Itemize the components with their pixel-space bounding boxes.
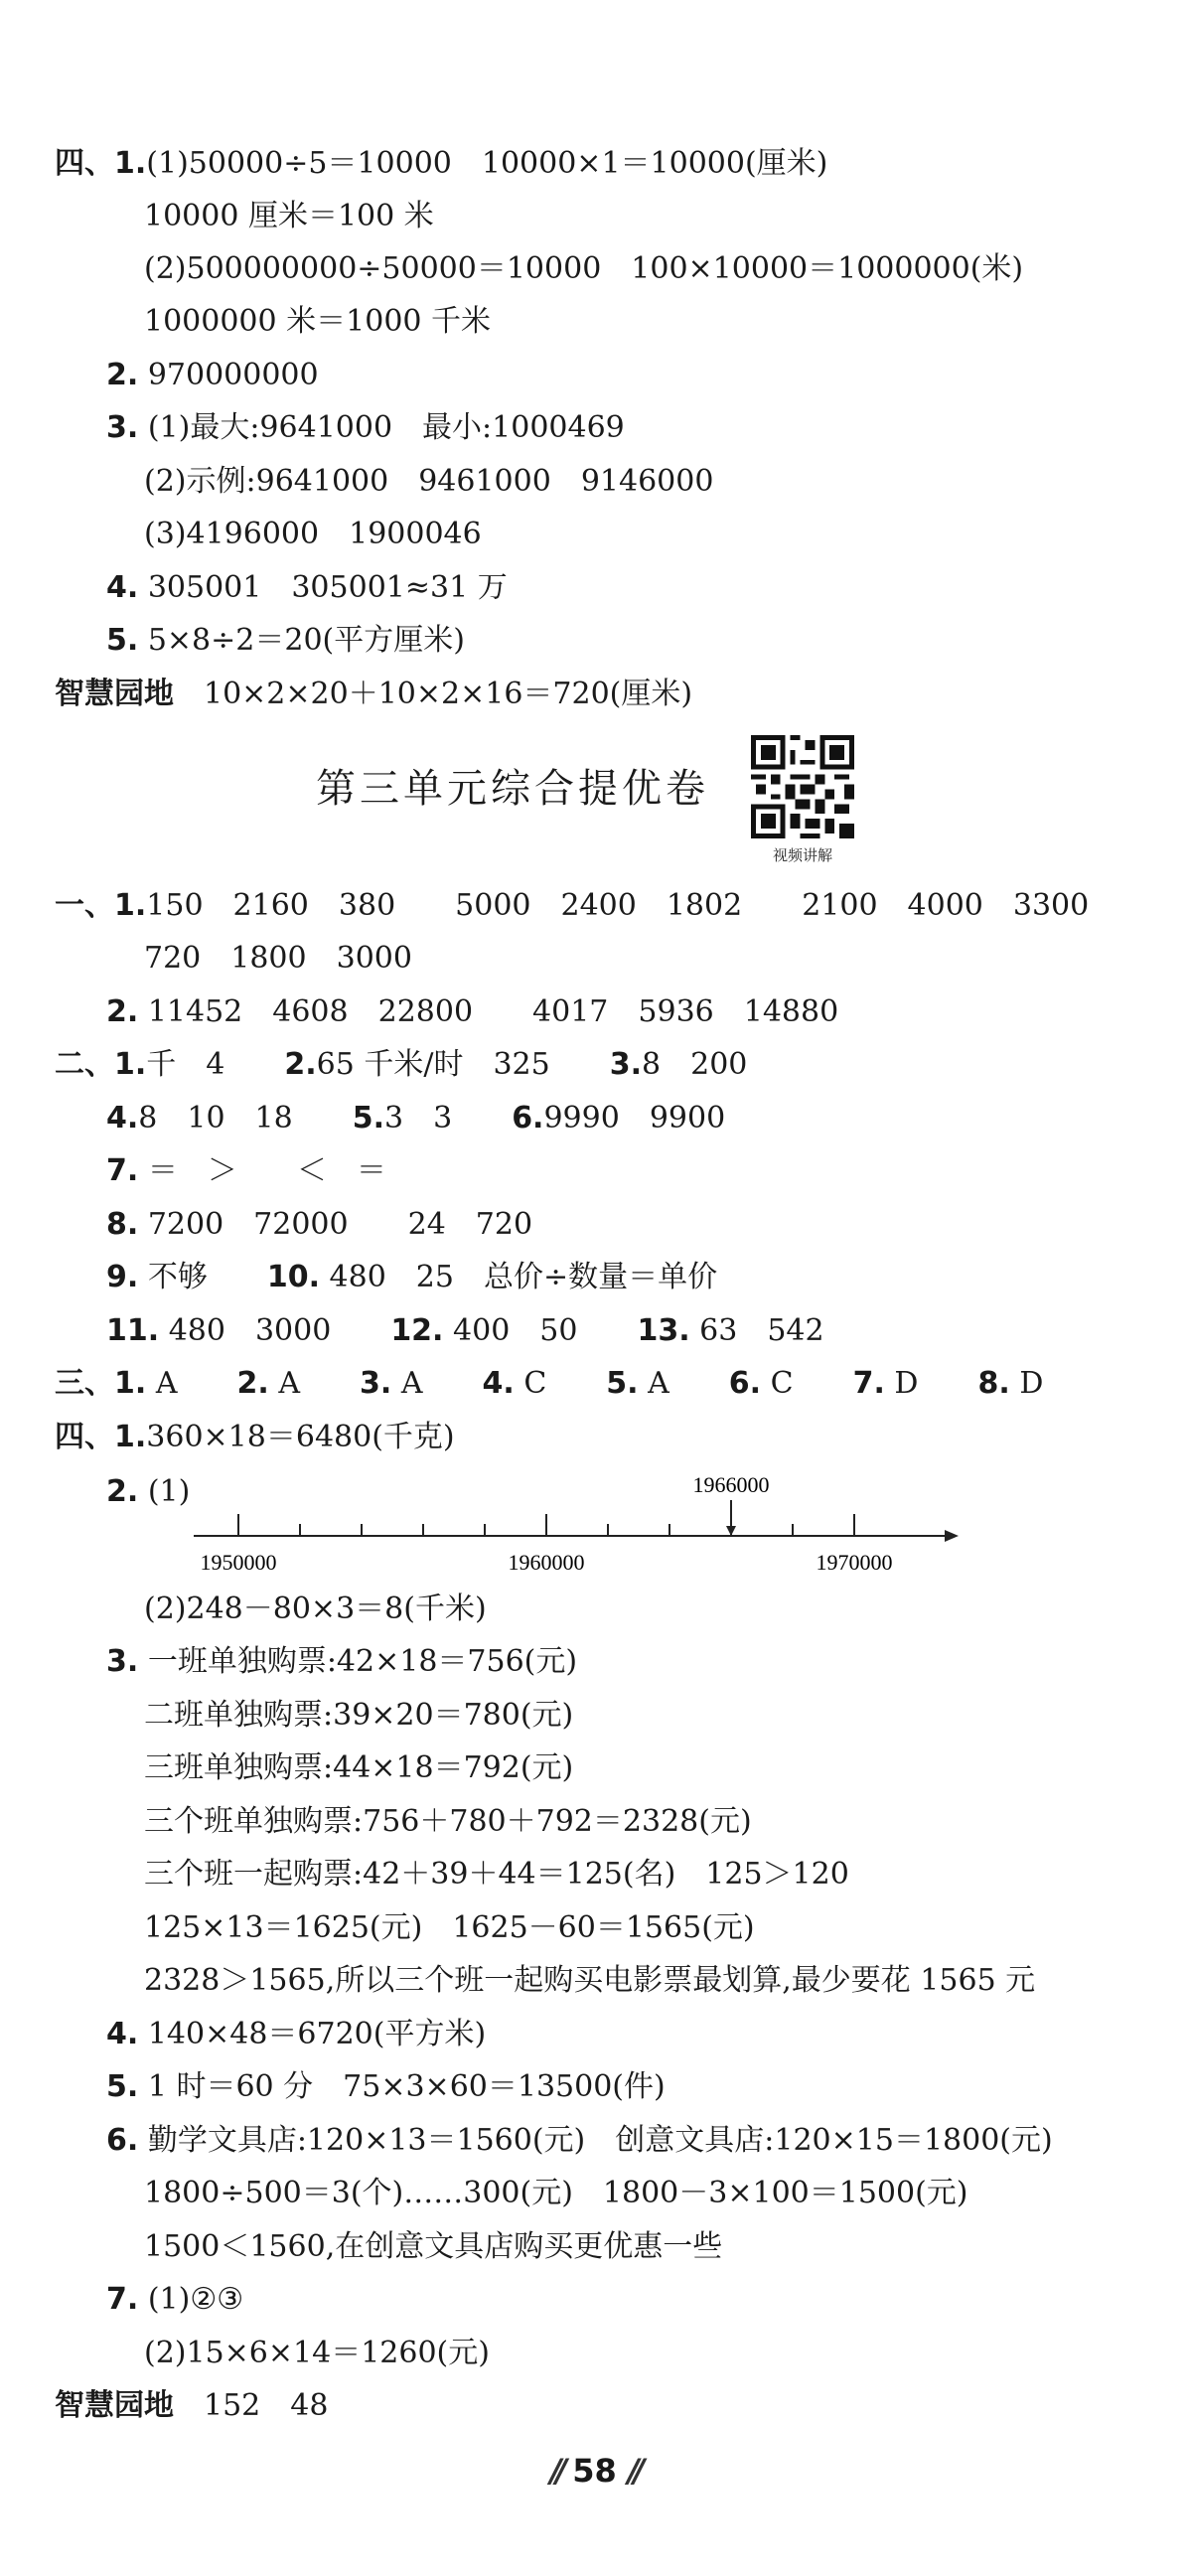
item-label: 4. (106, 1101, 139, 1136)
line (144, 302, 491, 342)
number-line-arrow (945, 1530, 959, 1542)
item-label: 2. (236, 1366, 269, 1401)
item-text: (1)②③ (147, 2282, 244, 2317)
line (55, 144, 827, 184)
item-text: 不够 (147, 1260, 267, 1294)
item-text: (2)示例:9641000 9461000 9146000 (144, 464, 714, 499)
item-text: 10×2×20＋10×2×16＝720(厘米) (204, 677, 693, 711)
item-label: 11. (106, 1313, 160, 1348)
item-label: 4. (482, 1366, 515, 1401)
line (144, 1696, 573, 1736)
item-label: 7. (106, 2282, 139, 2317)
item-text: C (770, 1366, 853, 1401)
item-label: 13. (637, 1313, 690, 1348)
item-label: 3. (360, 1366, 392, 1401)
line (106, 1151, 386, 1191)
item-label: 6. (106, 2123, 139, 2158)
item-text: 三个班单独购票:756＋780＋792＝2328(元) (144, 1804, 752, 1839)
line (144, 515, 482, 554)
item-label: 2. (284, 1047, 317, 1082)
line (144, 1590, 487, 1629)
item-text: A (155, 1366, 237, 1401)
item-text: 480 3000 (168, 1313, 391, 1348)
number-line-end-label: 1970000 (816, 1550, 893, 1575)
item-text: 480 25 总价÷数量＝单价 (329, 1260, 718, 1294)
item-label: 四、1. (55, 146, 147, 181)
number-line-start-label: 1950000 (200, 1550, 277, 1575)
item-text: 5×8÷2＝20(平方厘米) (147, 623, 465, 658)
line (106, 1311, 824, 1351)
item-text: (1)最大:9641000 最小:1000469 (147, 410, 625, 445)
line (144, 2174, 968, 2213)
item-text: 125×13＝1625(元) 1625－60＝1565(元) (144, 1910, 755, 1945)
item-label: 6. (512, 1101, 544, 1136)
item-label: 3. (609, 1047, 643, 1082)
item-text: 3 3 (384, 1101, 513, 1136)
item-label: 2. (106, 1474, 139, 1509)
line (144, 249, 1023, 289)
item-text: (3)4196000 1900046 (144, 517, 482, 551)
line (144, 1961, 1035, 2001)
line (106, 2121, 1053, 2161)
qr-caption: 视频讲解 (772, 846, 832, 864)
line (55, 1364, 1043, 1404)
item-text: 1 时＝60 分 75×3×60＝13500(件) (147, 2069, 666, 2104)
line (106, 1642, 577, 1682)
item-text: 720 1800 3000 (144, 941, 412, 976)
line (144, 2334, 490, 2373)
line (106, 1258, 717, 1297)
line (106, 1205, 532, 1245)
item-text: 三个班一起购票:42＋39＋44＝125(名) 125＞120 (144, 1857, 849, 1892)
line (144, 939, 412, 979)
line (106, 621, 465, 661)
item-label: 6. (728, 1366, 762, 1401)
item-label: 智慧园地 (55, 2388, 174, 2423)
item-text: 152 48 (204, 2388, 329, 2423)
item-text: (1)50000÷5＝10000 10000×1＝10000(厘米) (146, 146, 828, 181)
line (106, 568, 508, 608)
line (144, 197, 434, 236)
item-text: A (278, 1366, 360, 1401)
item-text: D (894, 1366, 978, 1401)
item-label: 12. (390, 1313, 444, 1348)
line (106, 2067, 666, 2107)
item-text: 二班单独购票:39×20＝780(元) (144, 1698, 574, 1733)
line (106, 992, 838, 1032)
item-label: 8. (106, 1207, 139, 1242)
decor-slashes-left: // (549, 2452, 562, 2490)
line (106, 2280, 243, 2320)
item-text: 三班单独购票:44×18＝792(元) (144, 1750, 574, 1785)
item-text: A (400, 1366, 483, 1401)
item-text: 360×18＝6480(千克) (146, 1420, 455, 1454)
item-label: 7. (106, 1153, 139, 1188)
item-text: 65 千米/时 325 (316, 1047, 610, 1082)
item-text: (2)248－80×3＝8(千米) (144, 1591, 487, 1626)
item-text: 150 2160 380 5000 2400 1802 2100 4000 3300 (146, 888, 1090, 923)
line (55, 2386, 328, 2426)
line (106, 1099, 725, 1138)
item-text: (2)500000000÷50000＝10000 100×10000＝1000000(米) (144, 251, 1024, 286)
item-text: 一班单独购票:42×18＝756(元) (147, 1644, 578, 1679)
decor-slashes-right: // (627, 2452, 640, 2490)
item-label: 9. (106, 1260, 139, 1294)
item-text: 400 50 (453, 1313, 638, 1348)
item-text: 勤学文具店:120×13＝1560(元) 创意文具店:120×15＝1800(元) (147, 2123, 1053, 2158)
section-title: 第三单元综合提优卷 (316, 766, 709, 812)
item-text: D (1019, 1366, 1044, 1401)
line (144, 1802, 752, 1842)
item-label: 5. (352, 1101, 384, 1136)
item-label: 5. (606, 1366, 639, 1401)
line (106, 408, 625, 448)
item-text: (1) (147, 1474, 191, 1509)
item-text: 2328＞1565,所以三个班一起购买电影票最划算,最少要花 1565 元 (144, 1963, 1036, 1998)
item-label: 8. (977, 1366, 1010, 1401)
page-number: 58 (572, 2452, 617, 2490)
item-text: 11452 4608 22800 4017 5936 14880 (147, 994, 839, 1029)
line (144, 462, 713, 502)
item-label: 5. (106, 2069, 139, 2104)
item-text: 千 4 (146, 1047, 285, 1082)
line (55, 1418, 455, 1457)
page-number-footer (0, 2452, 1189, 2490)
number-line-mid-label: 1960000 (508, 1550, 585, 1575)
item-label: 4. (106, 2017, 139, 2051)
item-text: 10000 厘米＝100 米 (144, 199, 434, 233)
item-label: 一、1. (55, 888, 147, 923)
item-text: 970000000 (147, 358, 319, 392)
line (55, 886, 1089, 926)
item-text: 1000000 米＝1000 千米 (144, 304, 492, 339)
line (144, 1748, 573, 1788)
item-label: 4. (106, 570, 139, 605)
item-text: C (523, 1366, 607, 1401)
item-text: 305001 305001≈31 万 (147, 570, 508, 605)
item-label: 7. (852, 1366, 885, 1401)
item-label: 2. (106, 358, 139, 392)
item-label: 二、1. (55, 1047, 147, 1082)
item-label: 3. (106, 1644, 139, 1679)
line (144, 2227, 722, 2267)
item-label: 智慧园地 (55, 677, 174, 711)
item-label: 四、1. (55, 1420, 147, 1454)
line (55, 675, 692, 714)
number-line-diagram (194, 1470, 959, 1580)
item-text: 63 542 (699, 1313, 824, 1348)
item-label: 10. (266, 1260, 320, 1294)
number-line-marker-arrow (726, 1526, 736, 1536)
item-text: ＝ ＞ ＜ ＝ (147, 1153, 386, 1188)
item-label: 三、1. (55, 1366, 147, 1401)
line (106, 1472, 190, 1512)
item-text: 9990 9900 (543, 1101, 726, 1136)
item-text: 7200 72000 24 720 (147, 1207, 533, 1242)
line (144, 1908, 755, 1948)
line (106, 2015, 486, 2054)
item-text: 1800÷500＝3(个)……300(元) 1800－3×100＝1500(元) (144, 2176, 968, 2210)
line (144, 1855, 849, 1894)
number-line-marker-label: 1966000 (692, 1472, 770, 1497)
item-text: 1500＜1560,在创意文具店购买更优惠一些 (144, 2229, 723, 2264)
item-text: A (648, 1366, 729, 1401)
item-label: 2. (106, 994, 139, 1029)
item-text: (2)15×6×14＝1260(元) (144, 2336, 490, 2370)
line (106, 356, 319, 395)
item-text: 8 10 18 (138, 1101, 353, 1136)
item-label: 3. (106, 410, 139, 445)
item-text: 140×48＝6720(平方米) (147, 2017, 487, 2051)
line (55, 1045, 747, 1085)
qr-code-icon[interactable] (751, 735, 854, 838)
item-text: 8 200 (642, 1047, 748, 1082)
item-label: 5. (106, 623, 139, 658)
